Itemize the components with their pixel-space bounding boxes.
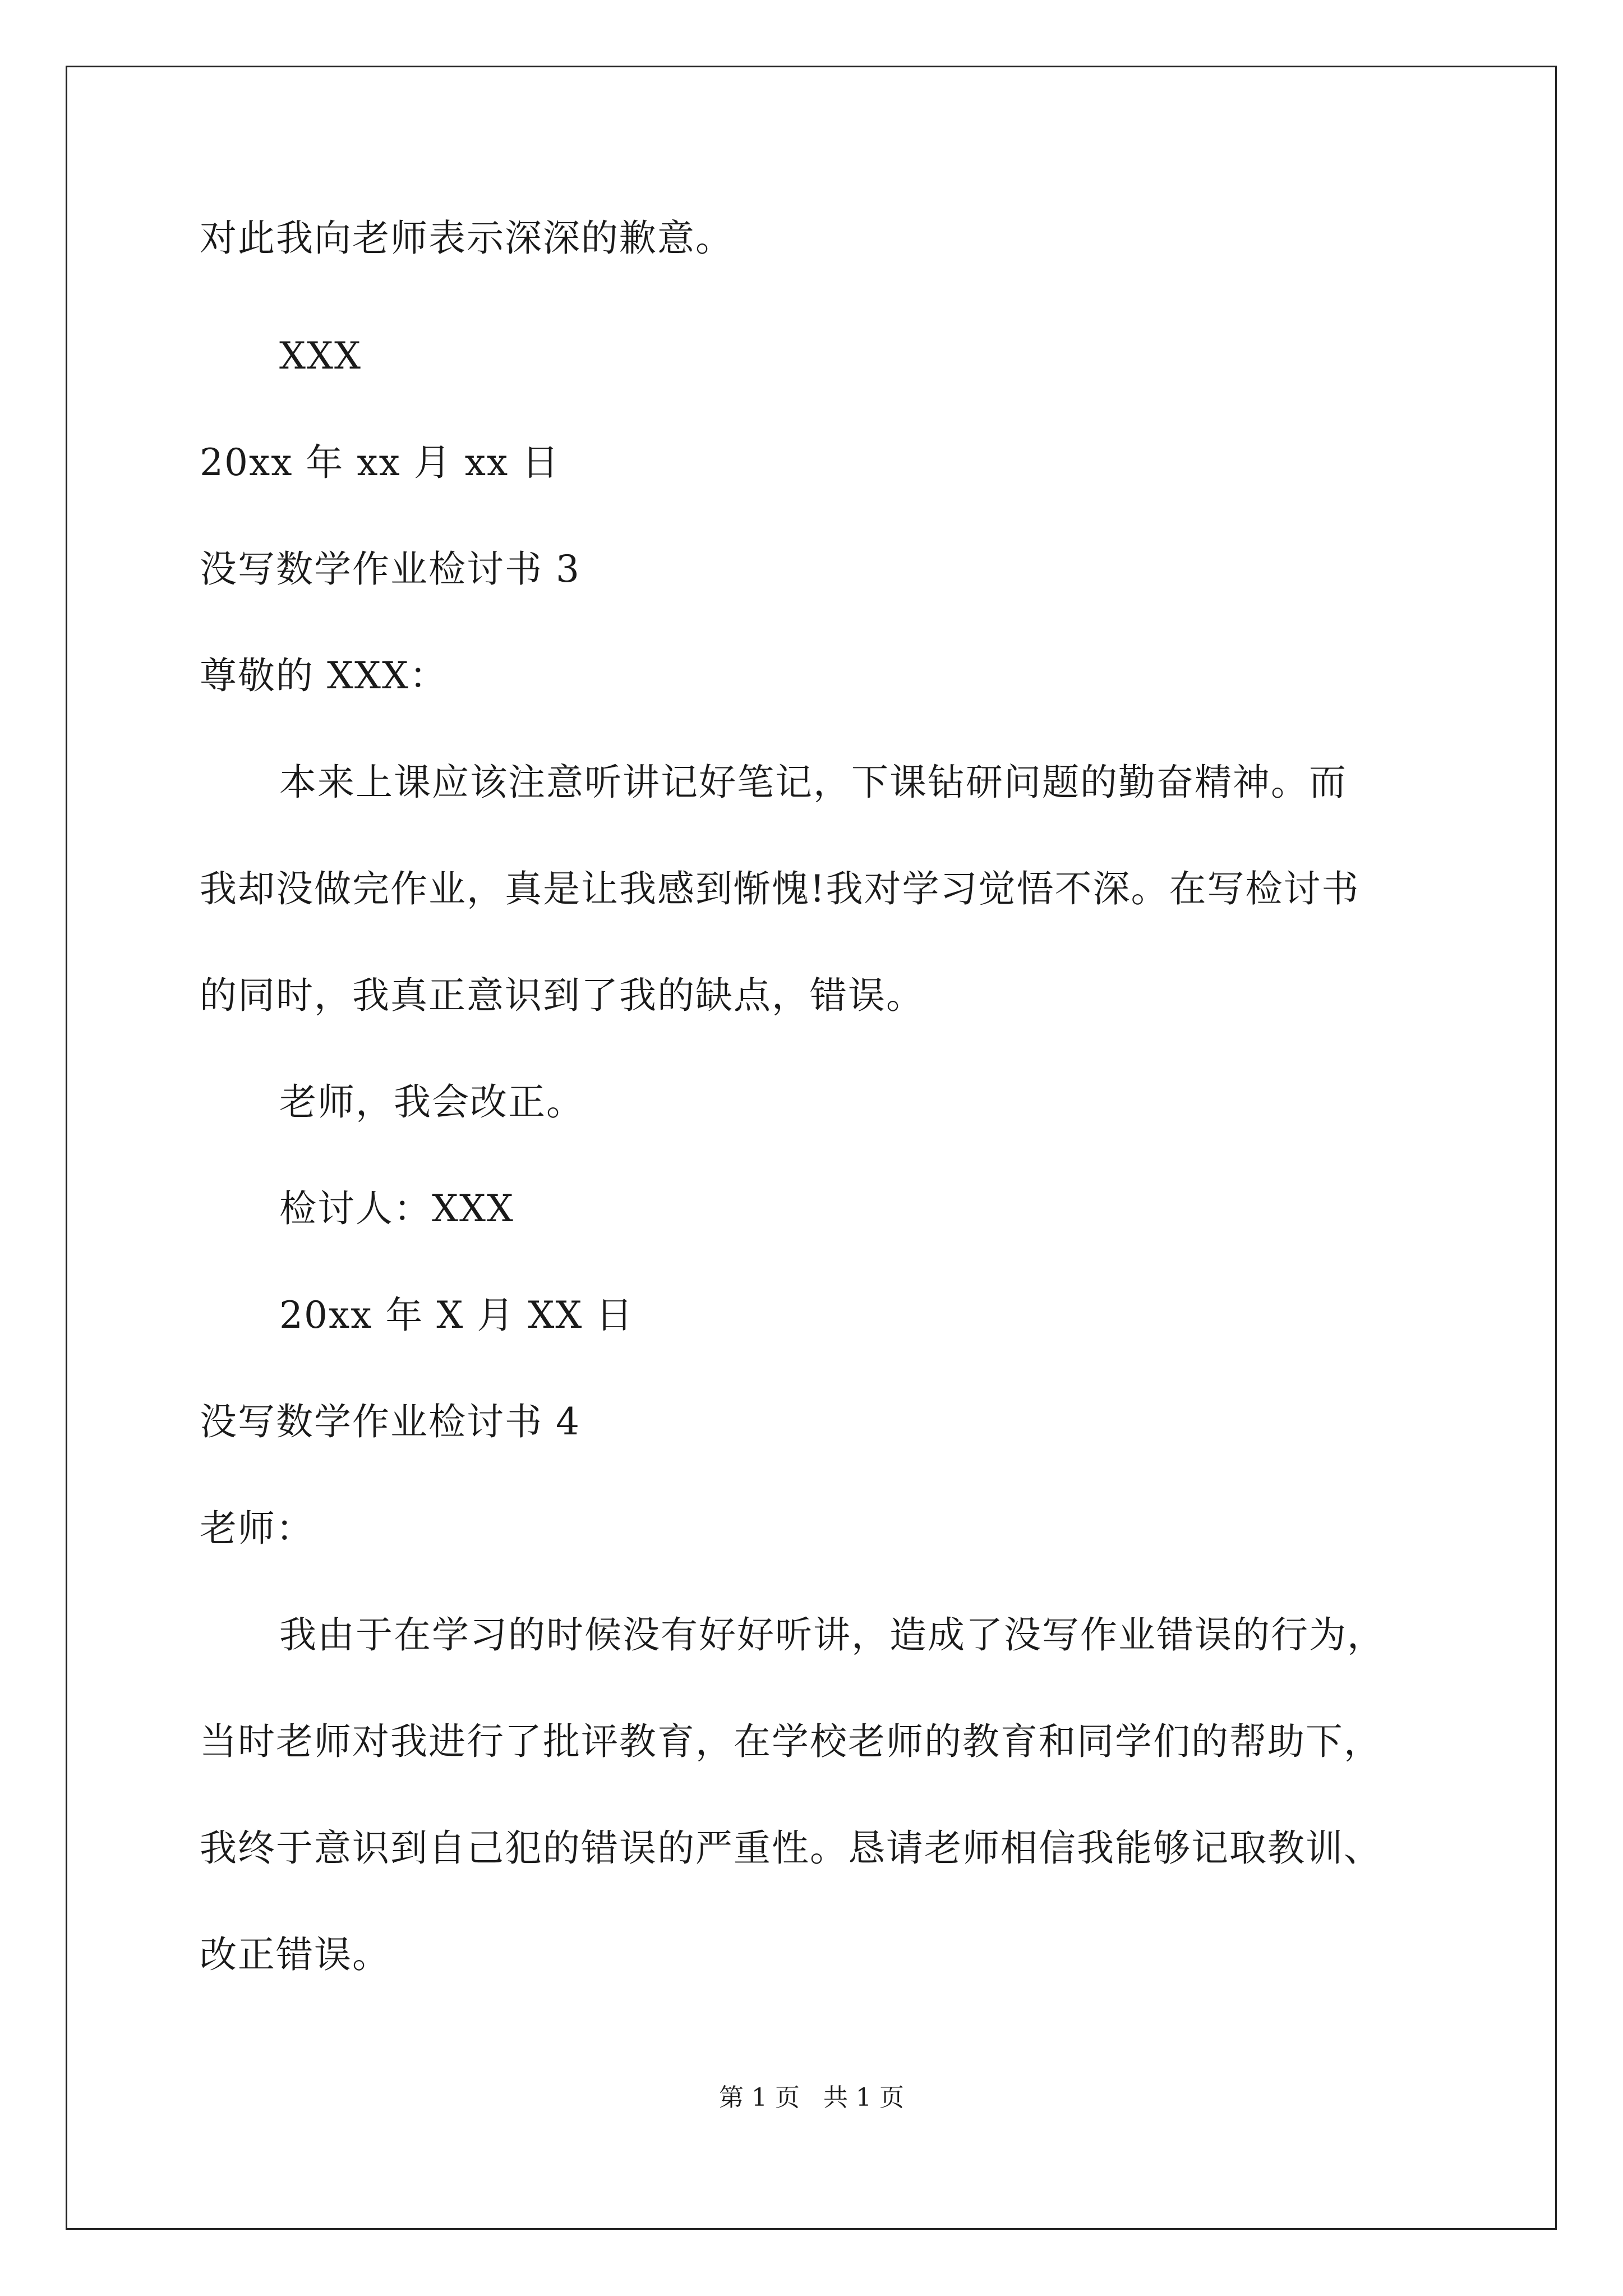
salutation: 尊敬的 XXX：: [200, 654, 448, 697]
text-line: 的同时，我真正意识到了我的缺点，错误。: [200, 974, 924, 1017]
page-border: [66, 66, 1557, 2230]
signature-line: 检讨人：XXX: [279, 1187, 514, 1230]
text-line: 本来上课应该注意听讲记好笔记，下课钻研问题的勤奋精神。而: [279, 761, 1347, 804]
text-line: 改正错误。: [200, 1933, 390, 1976]
page-number-footer: 第 1 页 共 1 页: [719, 2083, 904, 2112]
section-title: 没写数学作业检讨书 4: [200, 1400, 580, 1443]
text-line: 我由于在学习的时候没有好好听讲，造成了没写作业错误的行为，: [279, 1613, 1385, 1657]
date-line: 20xx 年 X 月 XX 日: [279, 1294, 634, 1337]
text-line: 当时老师对我进行了批评教育，在学校老师的教育和同学们的帮助下，: [200, 1720, 1382, 1763]
text-line: 对此我向老师表示深深的歉意。: [200, 217, 734, 260]
signature-name: XXX: [279, 334, 362, 378]
text-line: 我终于意识到自己犯的错误的严重性。恳请老师相信我能够记取教训、: [200, 1826, 1382, 1870]
salutation: 老师：: [200, 1507, 314, 1550]
section-title: 没写数学作业检讨书 3: [200, 547, 580, 591]
date-line: 20xx 年 xx 月 xx 日: [200, 441, 560, 484]
text-line: 我却没做完作业，真是让我感到惭愧!我对学习觉悟不深。在写检讨书: [200, 867, 1360, 910]
text-line: 老师，我会改正。: [279, 1080, 584, 1124]
